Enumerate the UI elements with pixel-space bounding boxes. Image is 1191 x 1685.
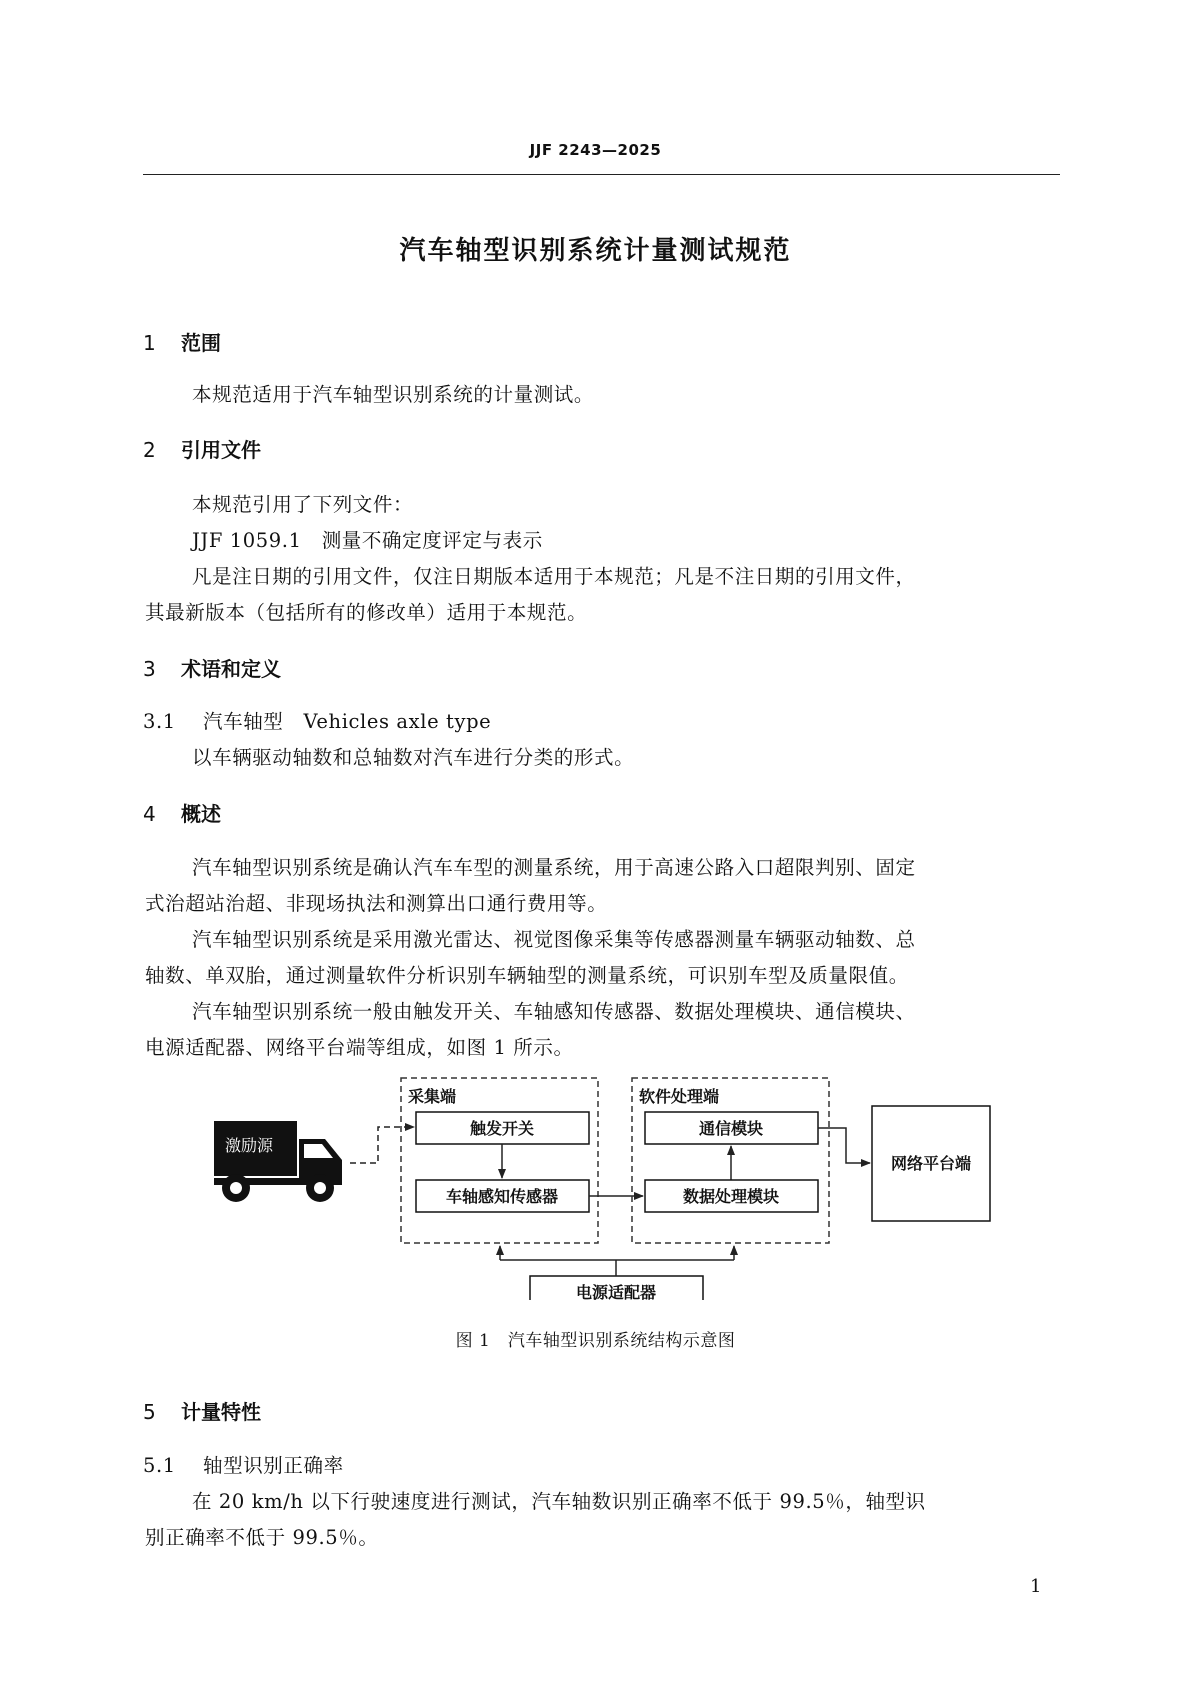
term-definition: 以车辆驱动轴数和总轴数对汽车进行分类的形式。 <box>192 746 635 769</box>
source-label: 激励源 <box>225 1136 274 1155</box>
power-adapter-label: 电源适配器 <box>575 1283 657 1300</box>
subsection-number: 5.1 <box>143 1454 176 1477</box>
axle-sensor-label: 车轴感知传感器 <box>445 1187 559 1206</box>
section-title: 引用文件 <box>181 438 261 462</box>
paragraph: 凡是注日期的引用文件，仅注日期版本适用于本规范；凡是不注日期的引用文件， <box>192 565 916 588</box>
section-1-heading <box>143 327 221 356</box>
paragraph: 本规范引用了下列文件： <box>192 493 414 516</box>
reference-item: JJF 1059.1 测量不确定度评定与表示 <box>192 529 543 552</box>
subsection-heading <box>143 1450 344 1478</box>
section-title: 术语和定义 <box>181 657 281 681</box>
section-title: 计量特性 <box>181 1400 261 1424</box>
section-2-heading <box>143 434 261 463</box>
trigger-switch-label: 触发开关 <box>469 1119 535 1138</box>
arrow <box>818 1128 870 1163</box>
document-code: JJF 2243—2025 <box>529 141 662 159</box>
acquisition-group-label: 采集端 <box>408 1087 457 1106</box>
section-number: 5 <box>143 1400 156 1424</box>
software-group-label: 软件处理端 <box>639 1087 720 1106</box>
section-number: 2 <box>143 438 156 462</box>
truck-icon <box>214 1121 342 1202</box>
page-number: 1 <box>1030 1576 1042 1597</box>
paragraph: 轴数、单双胎，通过测量软件分析识别车辆轴型的测量系统，可识别车型及质量限值。 <box>145 964 909 987</box>
comm-module-label: 通信模块 <box>698 1119 764 1138</box>
signal-arrow <box>350 1127 414 1163</box>
data-module-label: 数据处理模块 <box>682 1187 780 1206</box>
figure-caption: 图 1 汽车轴型识别系统结构示意图 <box>455 1331 736 1351</box>
paragraph: 本规范适用于汽车轴型识别系统的计量测试。 <box>192 383 595 406</box>
term-title: 汽车轴型 Vehicles axle type <box>203 710 492 733</box>
paragraph: 其最新版本（包括所有的修改单）适用于本规范。 <box>145 601 588 624</box>
paragraph: 汽车轴型识别系统是确认汽车车型的测量系统，用于高速公路入口超限判别、固定 <box>192 856 916 879</box>
subsection-title: 轴型识别正确率 <box>203 1454 344 1477</box>
system-structure-diagram <box>0 1060 1191 1300</box>
term-heading <box>143 706 491 734</box>
section-title: 范围 <box>181 331 221 355</box>
document-title: 汽车轴型识别系统计量测试规范 <box>399 236 792 266</box>
section-title: 概述 <box>181 802 221 826</box>
section-4-heading <box>143 798 221 827</box>
section-number: 3 <box>143 657 156 681</box>
paragraph: 电源适配器、网络平台端等组成，如图 1 所示。 <box>145 1036 574 1059</box>
paragraph: 汽车轴型识别系统是采用激光雷达、视觉图像采集等传感器测量车辆驱动轴数、总 <box>192 928 916 951</box>
section-5-heading <box>143 1396 261 1425</box>
term-number: 3.1 <box>143 710 176 733</box>
section-3-heading <box>143 653 281 682</box>
network-platform-label: 网络平台端 <box>890 1154 972 1173</box>
paragraph: 汽车轴型识别系统一般由触发开关、车轴感知传感器、数据处理模块、通信模块、 <box>192 1000 916 1023</box>
paragraph: 式治超站治超、非现场执法和测算出口通行费用等。 <box>145 892 608 915</box>
header-rule <box>143 174 1060 175</box>
section-number: 1 <box>143 331 156 355</box>
paragraph: 别正确率不低于 99.5％。 <box>145 1526 379 1549</box>
paragraph: 在 20 km/h 以下行驶速度进行测试，汽车轴数识别正确率不低于 99.5％，轴型识 <box>192 1490 926 1513</box>
section-number: 4 <box>143 802 156 826</box>
